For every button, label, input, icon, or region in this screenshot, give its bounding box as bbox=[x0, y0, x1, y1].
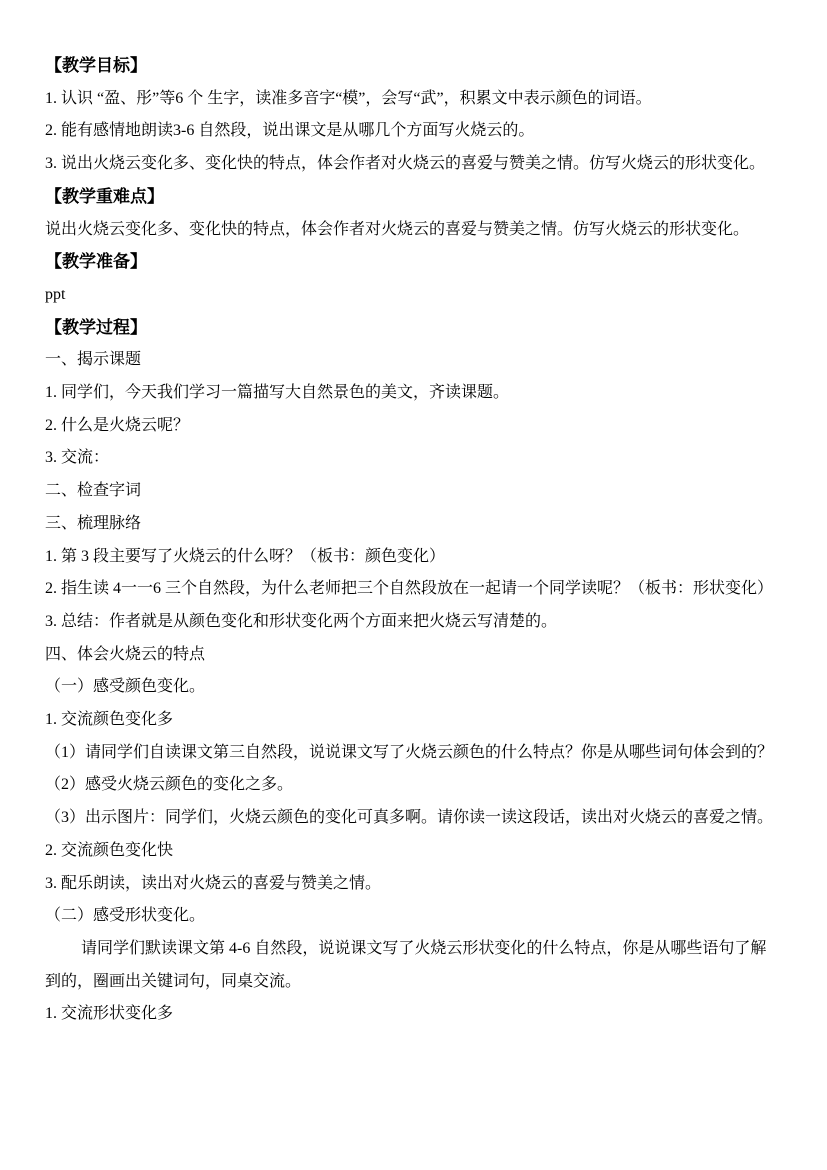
paragraph: （2）感受火烧云颜色的变化之多。 bbox=[45, 776, 294, 794]
paragraph: 说出火烧云变化多、变化快的特点，体会作者对火烧云的喜爱与赞美之情。仿写火烧云的形状变化。 bbox=[45, 220, 750, 238]
paragraph: 3. 交流： bbox=[45, 449, 110, 467]
paragraph: 2. 什么是火烧云呢？ bbox=[45, 416, 190, 434]
section-heading: 【教学重难点】 bbox=[45, 186, 164, 206]
paragraph: 1. 同学们，今天我们学习一篇描写大自然景色的美文，齐读课题。 bbox=[45, 384, 510, 402]
paragraph: 2. 能有感情地朗读3-6 自然段，说出课文是从哪几个方面写火烧云的。 bbox=[45, 122, 535, 140]
paragraph: 2. 交流颜色变化快 bbox=[45, 841, 174, 859]
paragraph: 1. 交流颜色变化多 bbox=[45, 711, 174, 729]
paragraph: 3. 总结：作者就是从颜色变化和形状变化两个方面来把火烧云写清楚的。 bbox=[45, 612, 558, 630]
paragraph: ppt bbox=[45, 285, 66, 303]
paragraph: （1）请同学们自读课文第三自然段，说说课文写了火烧云颜色的什么特点？你是从哪些词句体会到的？ bbox=[45, 743, 774, 761]
paragraph: 三、梳理脉络 bbox=[45, 514, 142, 532]
paragraph: 1. 认识 “盈、彤”等6 个 生字，读准多音字“模”，会写“武”，积累文中表示颜色的词语。 bbox=[45, 89, 652, 107]
paragraph: （3）出示图片：同学们，火烧云颜色的变化可真多啊。请你读一读这段话，读出对火烧云的喜爱之情。 bbox=[45, 809, 774, 827]
paragraph: （一）感受颜色变化。 bbox=[45, 678, 206, 696]
paragraph: 四、体会火烧云的特点 bbox=[45, 645, 206, 663]
paragraph: 请同学们默读课文第 4-6 自然段，说说课文写了火烧云形状变化的什么特点，你是从哪些语句了解到的，圈画出关键词句，同桌交流。 bbox=[45, 939, 767, 990]
paragraph: 1. 交流形状变化多 bbox=[45, 1005, 174, 1023]
paragraph: 二、检查字词 bbox=[45, 482, 142, 500]
section-heading: 【教学过程】 bbox=[45, 317, 147, 337]
paragraph: 1. 第 3 段主要写了火烧云的什么呀？（板书：颜色变化） bbox=[45, 547, 446, 565]
paragraph: 3. 配乐朗读，读出对火烧云的喜爱与赞美之情。 bbox=[45, 874, 382, 892]
paragraph: 一、揭示课题 bbox=[45, 351, 142, 369]
section-heading: 【教学目标】 bbox=[45, 56, 147, 75]
section-heading: 【教学准备】 bbox=[45, 252, 147, 272]
paragraph: 2. 指生读 4一一6 三个自然段，为什么老师把三个自然段放在一起请一个同学读呢？（板书：形状变化） bbox=[45, 580, 774, 598]
paragraph: 3. 说出火烧云变化多、变化快的特点，体会作者对火烧云的喜爱与赞美之情。仿写火烧云的形状变化。 bbox=[45, 155, 766, 173]
paragraph: （二）感受形状变化。 bbox=[45, 907, 206, 925]
